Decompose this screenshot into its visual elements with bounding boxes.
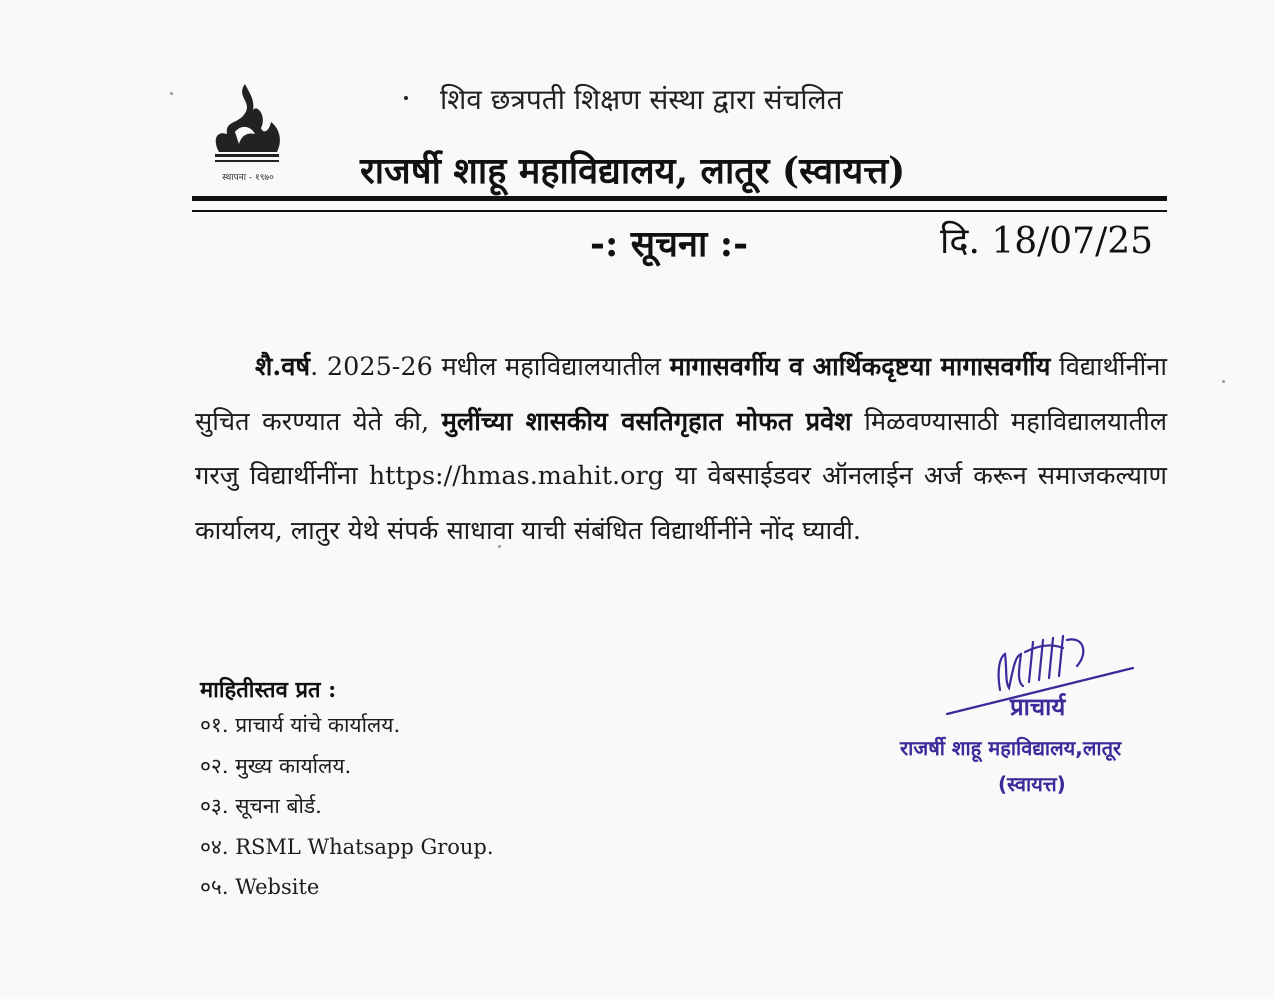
body-text-2: विद्यार्थीनींना सुचित करण्यात येते की,	[195, 352, 1167, 437]
bullet-dot	[404, 96, 408, 100]
date-prefix: दि.	[940, 221, 980, 262]
notice-heading: -: सूचना :-	[590, 223, 749, 265]
list-item: ०१. प्राचार्य यांचे कार्यालय.	[200, 713, 401, 737]
header-rule-thin	[192, 210, 1167, 212]
logo-caption: स्थापना - १९७०	[222, 173, 274, 183]
list-item: ०४. RSML Whatsapp Group.	[200, 834, 494, 859]
body-text-3: मिळवण्यासाठी महाविद्यालयातील गरजु विद्यार्थीनींना https://hmas.mahit.org या वेबसाईडवर ऑनलाईन अर्ज करून समाजकल्याण कार्यालय, लातुर येथे संपर्क साधावा याची संबंधित विद्यार्थीनींने नोंद घ्यावी.	[195, 406, 1168, 546]
body-academic-year-label: शै.वर्ष	[255, 352, 311, 382]
date-value: 18/07/25	[991, 221, 1154, 262]
college-title: राजर्षी शाहू महाविद्यालय, लातूर (स्वायत्त)	[360, 150, 906, 192]
paper-speck	[1222, 380, 1225, 383]
list-item: ०५. Website	[200, 875, 320, 899]
stamp-title: प्राचार्य	[1010, 693, 1066, 721]
paper-speck	[170, 92, 173, 95]
notice-date	[940, 215, 1153, 264]
copies-title: माहितीस्तव प्रत :	[200, 677, 337, 703]
paper-speck	[498, 545, 501, 548]
list-item: ०२. मुख्य कार्यालय.	[200, 753, 352, 778]
body-text-1: . 2025-26 मधील महाविद्यालयातील	[310, 352, 670, 382]
stamp-autonomous: (स्वायत्त)	[998, 772, 1066, 796]
flame-emblem-icon	[205, 80, 289, 184]
notice-body	[195, 340, 1167, 558]
body-category-highlight: मागासवर्गीय व आर्थिकदृष्टया मागासवर्गीय	[669, 352, 1051, 382]
body-hostel-highlight: मुलींच्या शासकीय वसतिगृहात मोफत प्रवेश	[441, 406, 852, 437]
stamp-college-name: राजर्षी शाहू महाविद्यालय,लातूर	[900, 736, 1122, 760]
header-rule-thick	[192, 196, 1167, 201]
list-item: ०३. सूचना बोर्ड.	[200, 794, 322, 818]
copies-list	[200, 710, 494, 913]
college-logo	[205, 80, 289, 184]
org-line: शिव छत्रपती शिक्षण संस्था द्वारा संचलित	[440, 83, 843, 116]
